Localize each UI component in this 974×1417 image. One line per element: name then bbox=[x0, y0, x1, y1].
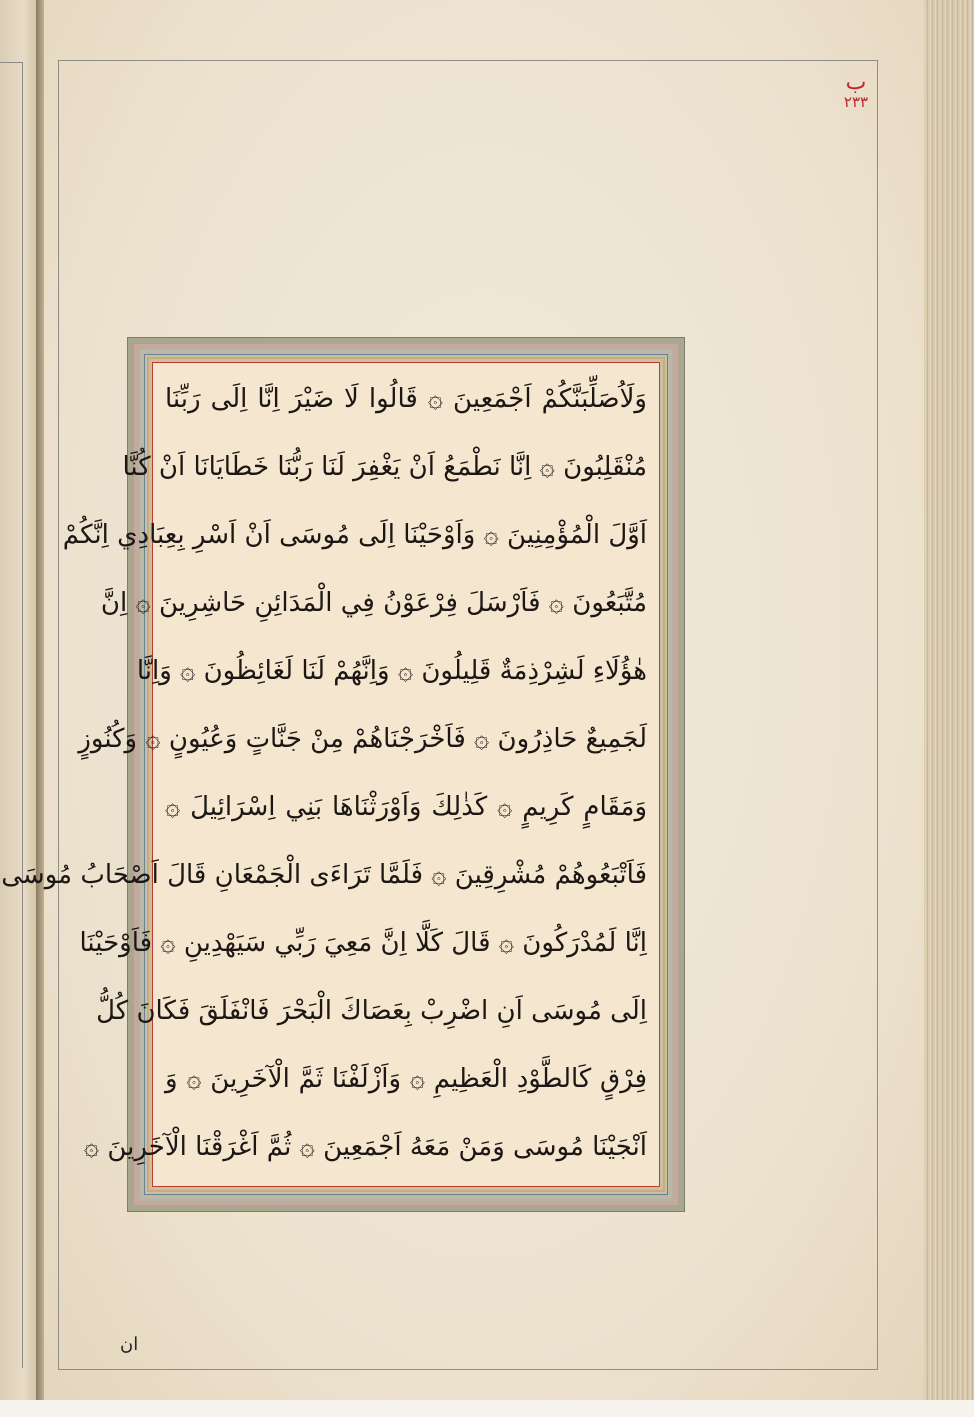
text-line: فِرْقٍ كَالطَّوْدِ الْعَظِيمِ ۞ وَاَزْلَفْنَا ثَمَّ الْآخَرِينَ ۞ وَ bbox=[165, 1064, 647, 1094]
text-line: اِنَّا لَمُدْرَكُونَ ۞ قَالَ كَلَّا اِنَّ مَعِيَ رَبِّي سَيَهْدِينِ ۞ فَاَوْحَيْنَا bbox=[79, 928, 647, 958]
left-page-edge bbox=[0, 0, 40, 1400]
text-block bbox=[1, 362, 660, 1187]
text-line: هٰؤُلَاءِ لَشِرْذِمَةٌ قَلِيلُونَ ۞ وَاِنَّهُمْ لَنَا لَغَائِظُونَ ۞ وَاِنَّا bbox=[136, 656, 647, 686]
text-line: لَجَمِيعٌ حَاذِرُونَ ۞ فَاَخْرَجْنَاهُمْ مِنْ جَنَّاتٍ وَعُيُونٍ ۞ وَكُنُوزٍ bbox=[78, 724, 647, 754]
left-page-rule-top bbox=[0, 62, 22, 63]
folio-numeral: ٢٣٣ bbox=[843, 93, 869, 111]
folio-letter: ب bbox=[845, 70, 867, 95]
text-line: اِلَى مُوسَى اَنِ اضْرِبْ بِعَصَاكَ الْبَحْرَ فَانْفَلَقَ فَكَانَ كُلُّ bbox=[96, 996, 647, 1026]
page-fore-edge bbox=[924, 0, 974, 1400]
text-line: وَلَاُصَلِّبَنَّكُمْ اَجْمَعِينَ ۞ قَالُوا لَا ضَيْرَ اِنَّا اِلَى رَبِّنَا bbox=[165, 384, 647, 414]
text-line: اَوَّلَ الْمُؤْمِنِينَ ۞ وَاَوْحَيْنَا اِلَى مُوسَى اَنْ اَسْرِ بِعِبَادِي اِنَّكُمْ bbox=[62, 520, 647, 550]
catchword: ان bbox=[120, 1334, 139, 1355]
folio-number bbox=[836, 72, 876, 110]
left-page-rule bbox=[22, 62, 23, 1368]
illuminated-text-panel bbox=[1, 338, 684, 1211]
text-line: وَمَقَامٍ كَرِيمٍ ۞ كَذٰلِكَ وَاَوْرَثْنَاهَا بَنِي اِسْرَائِيلَ ۞ bbox=[165, 792, 647, 822]
text-line: مُتَّبَعُونَ ۞ فَاَرْسَلَ فِرْعَوْنُ فِي الْمَدَائِنِ حَاشِرِينَ ۞ اِنَّ bbox=[100, 588, 647, 618]
text-line: مُنْقَلِبُونَ ۞ اِنَّا نَطْمَعُ اَنْ يَغْفِرَ لَنَا رَبُّنَا خَطَايَانَا اَنْ كُنَّا bbox=[122, 452, 647, 482]
text-line: اَنْجَيْنَا مُوسَى وَمَنْ مَعَهُ اَجْمَعِينَ ۞ ثُمَّ اَغْرَقْنَا الْآخَرِينَ ۞ bbox=[83, 1132, 647, 1162]
text-line: فَاَتْبَعُوهُمْ مُشْرِقِينَ ۞ فَلَمَّا تَرَاءَى الْجَمْعَانِ قَالَ اَصْحَابُ مُوسَى bbox=[1, 860, 647, 890]
